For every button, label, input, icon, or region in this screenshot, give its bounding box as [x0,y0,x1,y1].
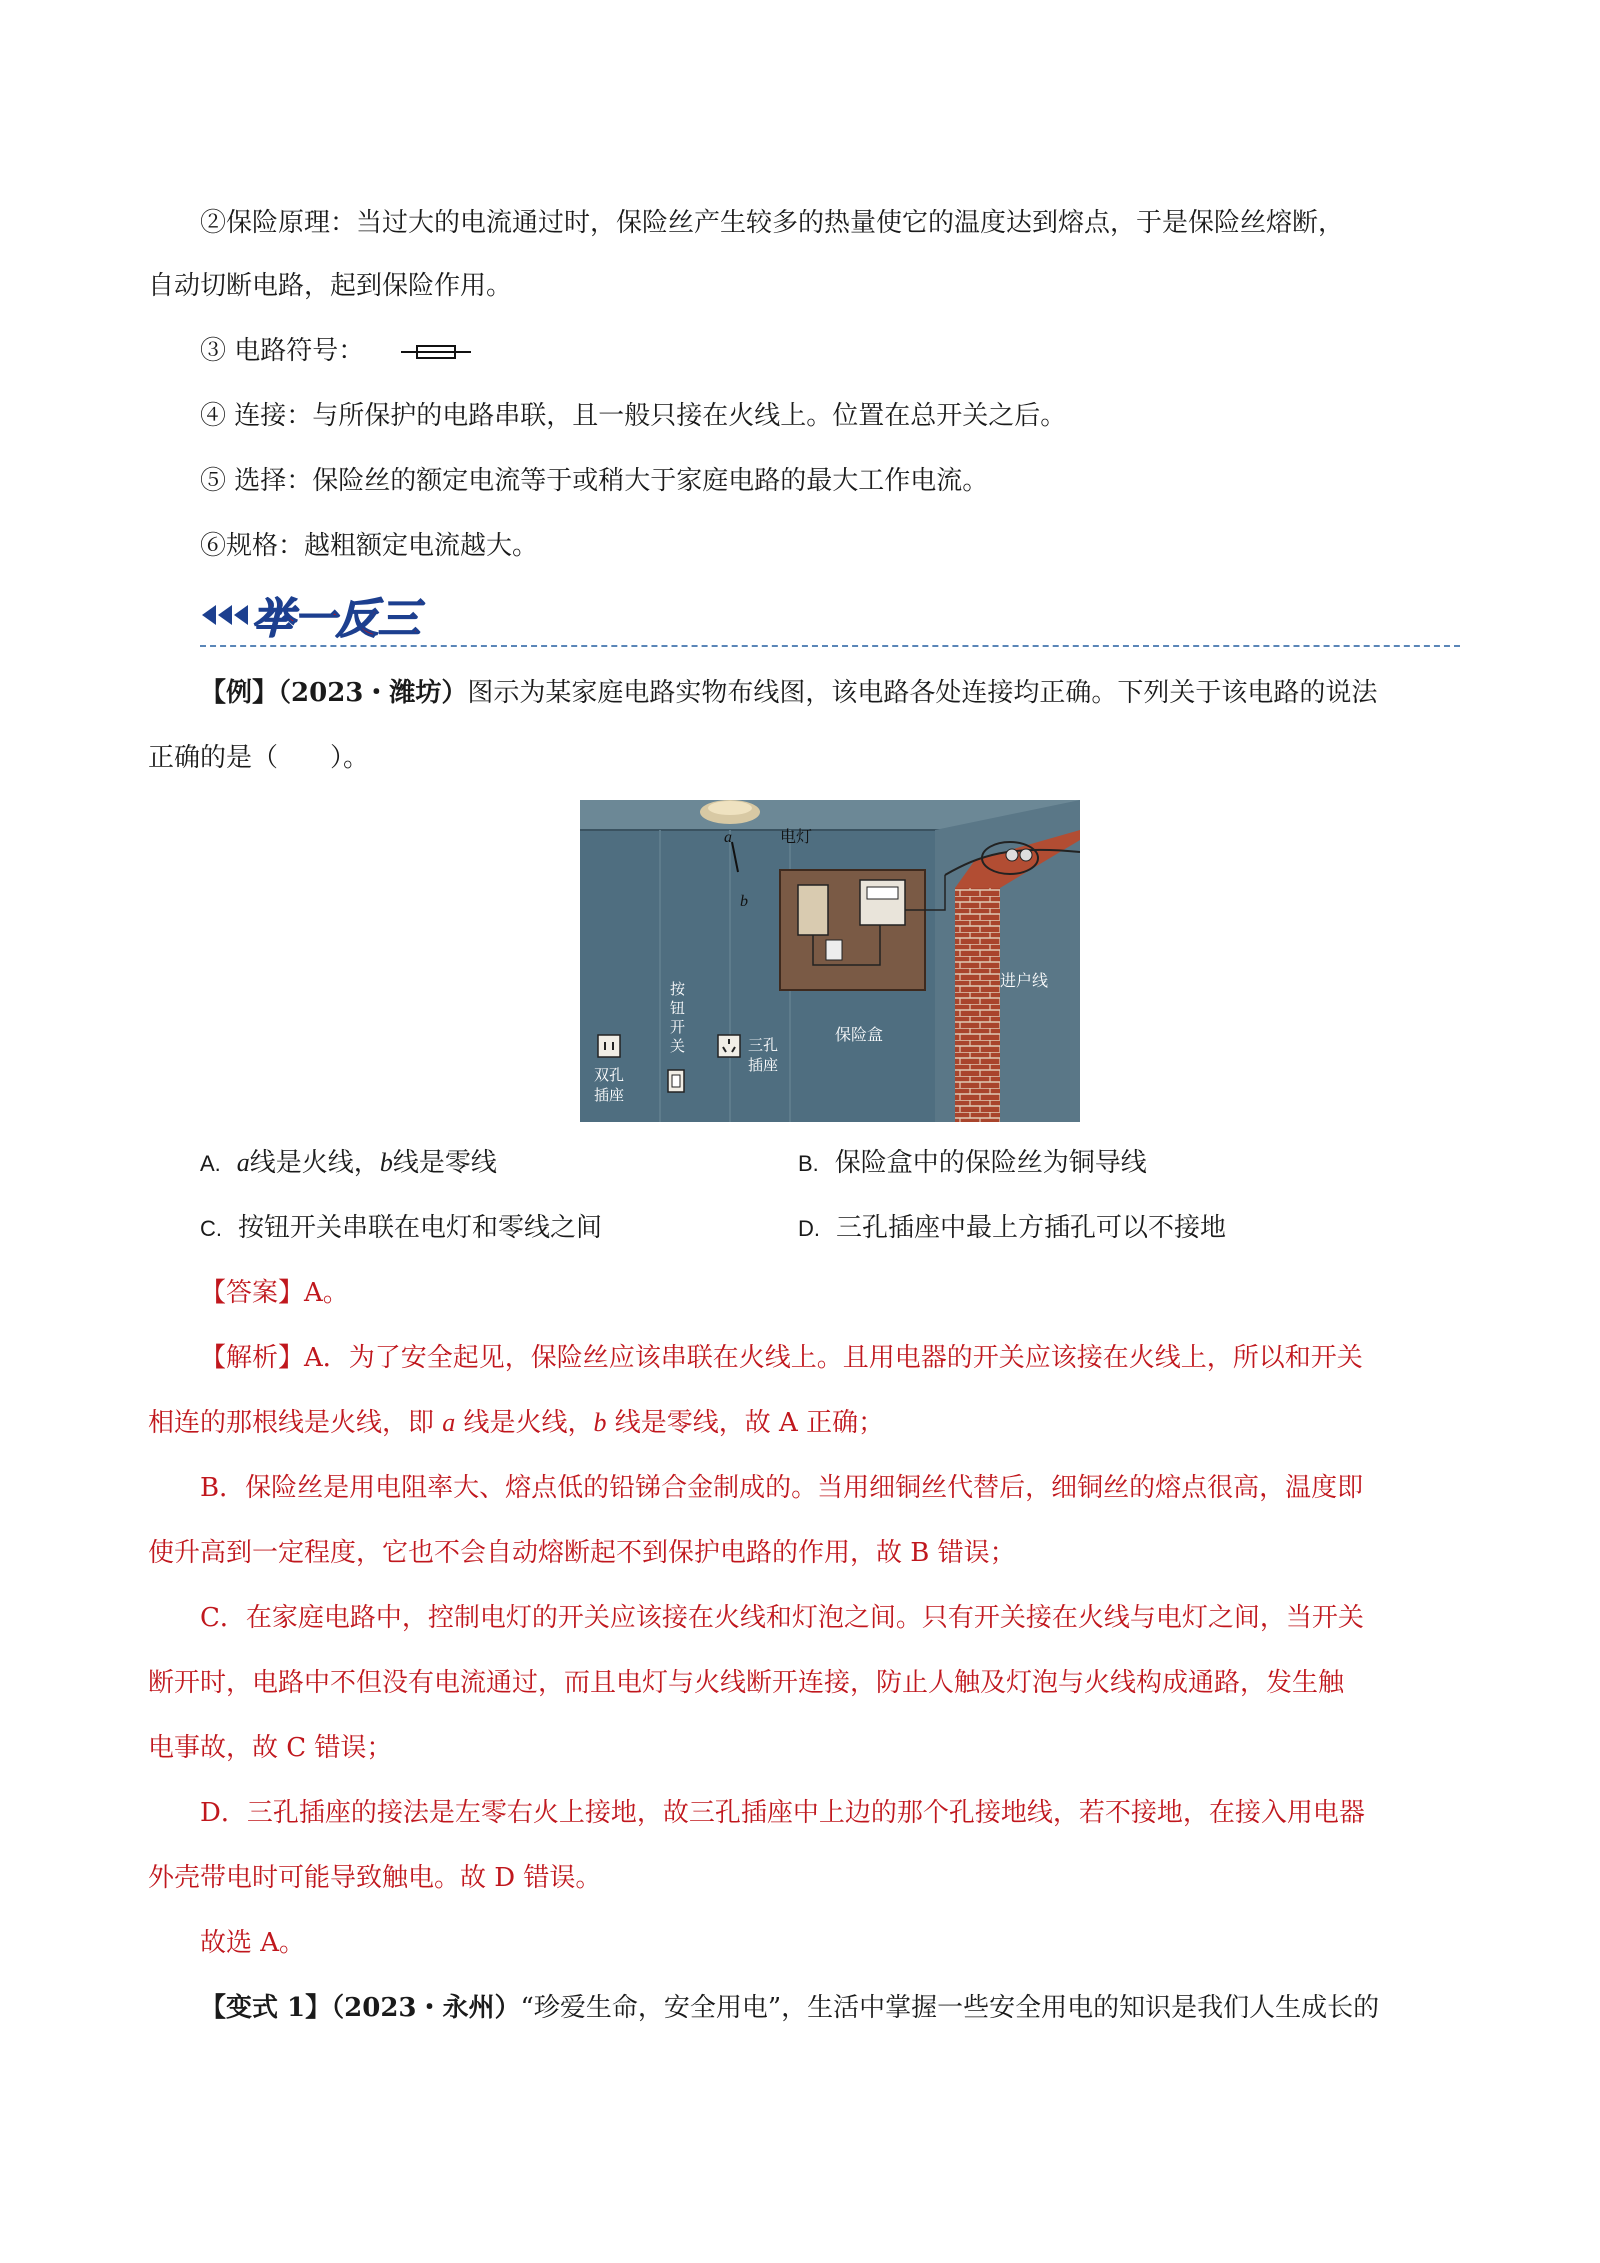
option-c[interactable] [200,1215,602,1241]
analysis-a-text-1: A．为了安全起见，保险丝应该串联在火线上。且用电器的开关应该接在火线上，所以和开关 [304,1343,1363,1373]
figure-label-two-hole-1: 双孔 [594,1066,625,1084]
option-a-letter: A. [200,1151,221,1176]
section-title: 举一反三 [252,594,421,643]
analysis-d-line-2: 外壳带电时可能导致触电。故 D 错误。 [148,1863,602,1893]
option-a-var-b: b [379,1148,393,1177]
option-c-text: 按钮开关串联在电灯和零线之间 [238,1213,603,1243]
figure-label-b: b [740,893,748,910]
analysis-a-var-b: b [593,1408,607,1437]
analysis-a-pre: 相连的那根线是火线，即 [148,1408,443,1438]
analysis-conclusion: 故选 A。 [200,1928,306,1958]
analysis-c-line-3: 电事故，故 C 错误； [148,1733,393,1763]
section-banner [200,583,460,645]
option-d-letter: D. [798,1216,820,1241]
option-a-text-1: 线是火线， [249,1148,380,1178]
figure-label-switch-1: 按 [670,980,686,998]
button-switch-icon [668,1070,684,1092]
circuit-wiring-figure [580,800,1080,1122]
answer-tag: 【答案】 [200,1278,305,1308]
analysis-tag: 【解析】 [200,1343,305,1373]
principle-3 [200,338,471,364]
variant-1-text: “珍爱生命，安全用电”，生活中掌握一些安全用电的知识是我们人生成长的 [520,1993,1380,2023]
figure-label-two-hole-2: 插座 [594,1086,625,1104]
figure-label-three-hole-2: 插座 [748,1056,779,1074]
ceiling-lamp-icon [700,800,760,824]
principle-2-line-1: ②保险原理：当过大的电流通过时，保险丝产生较多的热量使它的温度达到熔点，于是保险丝熔断， [200,208,1345,238]
figure-label-three-hole-1: 三孔 [748,1036,779,1054]
option-b-text: 保险盒中的保险丝为铜导线 [834,1148,1147,1178]
principle-6: ⑥规格：越粗额定电流越大。 [200,531,539,561]
principle-3-label: ③ 电路符号： [200,336,365,366]
two-hole-socket-icon [598,1035,620,1057]
variant-1-tag: 【变式 1】 [200,1993,332,2023]
option-a-text-2: 线是零线 [392,1148,497,1178]
example-stem: 图示为某家庭电路实物布线图，该电路各处连接均正确。下列关于该电路的说法 [467,678,1378,708]
fuse-box-panel [780,870,945,990]
principle-5: ⑤ 选择：保险丝的额定电流等于或稍大于家庭电路的最大工作电流。 [200,466,989,496]
triple-arrow-icon [202,605,248,625]
figure-label-switch-2: 钮 [670,999,686,1017]
option-a-var-a: a [236,1148,250,1177]
three-hole-socket-icon [718,1035,740,1057]
analysis-c-line-1: C．在家庭电路中，控制电灯的开关应该接在火线和灯泡之间。只有开关接在火线与电灯之间，当开关 [200,1603,1364,1633]
variant-1-line [200,1995,1379,2021]
example-tag: 【例】 [200,678,279,708]
figure-label-switch-4: 关 [670,1037,686,1055]
figure-label-lamp: 电灯 [780,827,813,846]
analysis-d-line-1: D．三孔插座的接法是左零右火上接地，故三孔插座中上边的那个孔接地线，若不接地，在接入用电器 [200,1798,1365,1828]
figure-label-switch-3: 开 [670,1018,686,1036]
analysis-a-mid: 线是火线， [455,1408,594,1438]
analysis-a-line-1 [200,1345,1363,1371]
example-source: （2023・潍坊） [278,678,468,708]
option-d[interactable] [798,1215,1226,1241]
option-b[interactable] [798,1150,1147,1176]
principle-4: ④ 连接：与所保护的电路串联，且一般只接在火线上。位置在总开关之后。 [200,401,1067,431]
section-divider [200,645,1460,647]
figure-label-service-line: 进户线 [1000,971,1049,990]
answer-line [200,1280,349,1306]
figure-label-fuse-box: 保险盒 [835,1025,884,1044]
figure-label-a: a [724,829,732,846]
principle-2-line-2: 自动切断电路，起到保险作用。 [148,271,513,301]
analysis-c-line-2: 断开时，电路中不但没有电流通过，而且电灯与火线断开连接，防止人触及灯泡与火线构成通路，发生触 [148,1668,1345,1698]
option-c-letter: C. [200,1216,222,1241]
option-a[interactable] [200,1150,497,1176]
option-b-letter: B. [798,1151,819,1176]
example-question-line-1 [200,680,1377,706]
variant-1-source: （2023・永州） [331,1993,521,2023]
option-d-text: 三孔插座中最上方插孔可以不接地 [836,1213,1227,1243]
analysis-b-line-2: 使升高到一定程度，它也不会自动熔断起不到保护电路的作用，故 B 错误； [148,1538,1016,1568]
fuse-symbol-icon [401,343,471,361]
analysis-a-line-2 [148,1410,884,1436]
analysis-b-line-1: B．保险丝是用电阻率大、熔点低的铅锑合金制成的。当用细铜丝代替后，细铜丝的熔点很高，温度即 [200,1473,1364,1503]
example-question-line-2: 正确的是（ ）。 [148,743,370,773]
analysis-a-var-a: a [442,1408,456,1437]
analysis-a-post: 线是零线，故 A 正确； [606,1408,885,1438]
answer-text: A。 [304,1278,349,1308]
